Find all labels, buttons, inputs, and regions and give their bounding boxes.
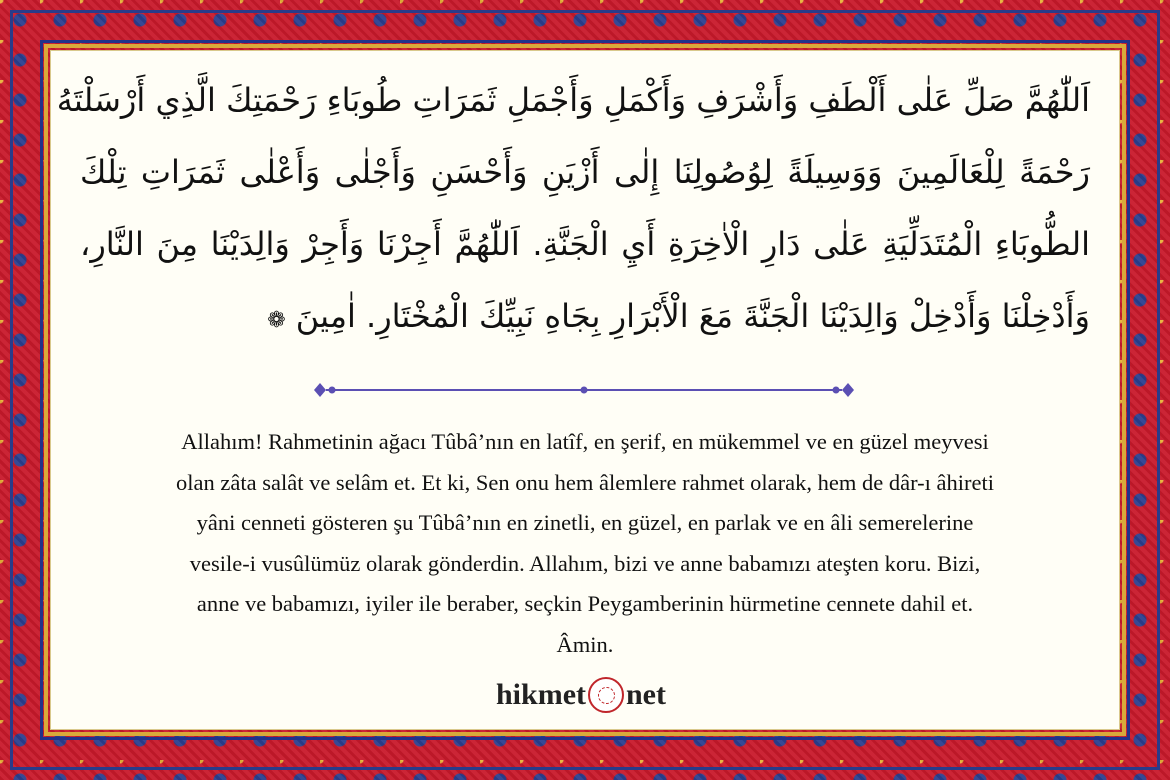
arabic-line: اَللّٰهُمَّ صَلِّ عَلٰى أَلْطَفِ وَأَشْرَفِ وَأَكْمَلِ وَأَجْمَلِ ثَمَرَاتِ طُوبَاءِ رَحْمَتِكَ الَّذِي أَرْسَلْتَهُ [56,81,1090,119]
translation-line: olan zâta salât ve selâm et. Et ki, Sen onu hem âlemlere rahmet olarak, hem de dâr-ı âhireti [176,469,994,495]
translation-line: anne ve babamızı, iyiler ile beraber, seçkin Peygamberinin hürmetine cennete dahil et. [196,591,974,616]
arabic-line: رَحْمَةً لِلْعَالَمِينَ وَوَسِيلَةً لِوُصُولِنَا إِلٰى أَزْيَنِ وَأَحْسَنِ وَأَجْلٰى وَأَعْلٰى ثَمَرَاتِ تِلْكَ [80,153,1090,191]
translation-line: Allahım! Rahmetinin ağacı Tûbâ’nın en latîf, en şerif, en mükemmel ve en güzel meyvesi [181,429,989,454]
ornamental-divider [312,380,856,400]
logo-text-right: net [626,678,666,711]
arabic-line-last [80,280,1090,357]
diamond-right-icon [842,383,854,397]
dot-right-icon [833,387,840,394]
translation-line: vesile-i vusûlümüz olarak gönderdin. Allahım, bizi ve anne babamızı ateşten koru. Bizi, [189,550,981,576]
turkish-translation [70,422,1100,665]
translation-line: yâni cenneti gösteren şu Tûbâ’nın en zinetli, en güzel, en parlak ve en âli semerelerine [196,510,974,535]
arabic-prayer [56,64,1090,357]
dot-left-icon [329,387,336,394]
dot-center-icon [581,387,588,394]
arabic-line-text: وَأَدْخِلْنَا وَأَدْخِلْ وَالِدَيْنَا الْجَنَّةَ مَعَ الْأَبْرَارِ بِجَاهِ نَبِيِّكَ الْمُخْتَارِ. اٰمِينَ [295,297,1090,335]
arabic-line: الطُّوبَاءِ الْمُتَدَلِّيَةِ عَلٰى دَارِ الْاٰخِرَةِ أَيِ الْجَنَّةِ. اَللّٰهُمَّ أَجِرْنَا وَأَجِرْ وَالِدَيْنَا مِنَ النَّارِ، [80,225,1090,263]
diamond-left-icon [314,383,326,397]
translation-line: Âmin. [556,631,614,657]
hikmet-net-logo [496,670,676,720]
content-panel [50,50,1120,730]
seal-icon [588,677,624,713]
end-ornament-icon: ❁ [267,308,286,333]
logo-text-left: hikmet [496,678,586,711]
divider-svg [312,380,856,400]
